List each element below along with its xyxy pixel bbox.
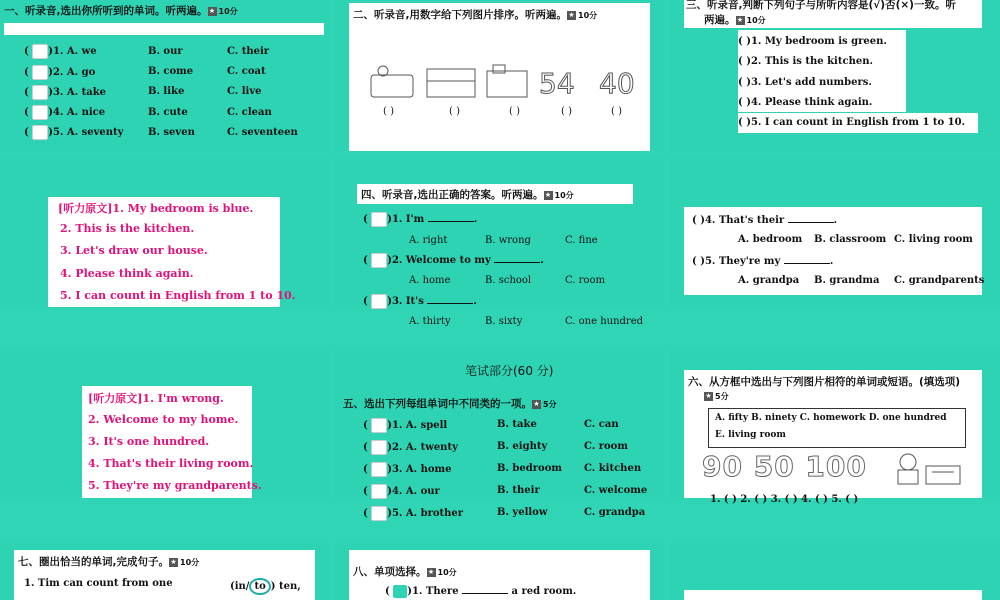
section-header [4, 3, 238, 18]
question-row: ( )3. A. home [363, 464, 452, 475]
option-b: B. like [148, 86, 185, 97]
judge-item: ( )4. Please think again. [738, 97, 873, 108]
white-card [684, 370, 982, 505]
transcript-line: 5. I can count in English from 1 to 10. [60, 289, 296, 302]
question-row: ( )5. A. brother [363, 508, 464, 519]
slide-transcript-1 [0, 157, 329, 308]
option-c: C. grandparents [894, 275, 985, 286]
option-c: C. kitchen [584, 463, 642, 474]
star-icon: ★ [544, 190, 552, 199]
score-label: 5分 [715, 391, 729, 401]
question-row: ( )4. That's their . [692, 215, 838, 226]
option-b: B. bedroom [497, 463, 562, 474]
option-a: )4. A. nice [48, 107, 106, 118]
question-row: ( )5. A. seventy [24, 127, 124, 138]
star-icon: ★ [568, 10, 575, 19]
order-slot[interactable]: ( ) [383, 106, 394, 117]
slide-partial [670, 542, 999, 600]
question-row: ( )3. It's . [363, 296, 477, 307]
header-text: 七、圈出恰当的单词,完成句子。 [18, 556, 169, 568]
option-a: A. grandpa [738, 275, 800, 286]
kitchen-picture [427, 69, 475, 97]
white-card [14, 550, 315, 600]
section-header [18, 554, 199, 569]
answer-slots[interactable]: 1. ( ) 2. ( ) 3. ( ) 4. ( ) 5. ( ) [710, 494, 859, 505]
header-text: 六、从方框中选出与下列图片相符的单词或短语。(填选项) [688, 376, 961, 388]
picture-strip [369, 63, 649, 103]
number-pictures: 90 50 100 [702, 450, 867, 483]
transcript-line: 2. Welcome to my home. [88, 413, 239, 426]
star-icon: ★ [533, 399, 540, 408]
choice-group [230, 578, 301, 595]
header-card [357, 184, 633, 204]
answer-box[interactable] [371, 506, 387, 521]
choice-text: (in/ [230, 581, 250, 592]
option-a: )2. A. twenty [387, 442, 458, 453]
question-tail: a red room. [511, 586, 577, 597]
header-line2 [704, 12, 766, 27]
section-header [353, 7, 597, 22]
option-b: B. our [148, 46, 183, 57]
slide-single-choice [335, 542, 664, 600]
header-text: 五、选出下列每组单词中不同类的一项。 [343, 398, 532, 410]
question-text: )1. There [407, 586, 459, 597]
transcript-line: 4. Please think again. [60, 267, 194, 280]
option-a: )1. A. spell [387, 420, 448, 431]
judge-item: ( )5. I can count in English from 1 to 10. [738, 117, 966, 128]
question-row: ( )1. A. we [24, 46, 97, 57]
section-header [343, 396, 557, 411]
transcript-line: [听力原文]1. I'm wrong. [88, 392, 224, 405]
option-c: C. live [227, 86, 262, 97]
answer-box[interactable] [371, 294, 387, 309]
answer-blank[interactable] [494, 253, 540, 263]
option-a: )5. A. seventy [48, 127, 124, 138]
answer-box[interactable] [371, 462, 387, 477]
answer-box[interactable] [32, 85, 48, 100]
option-c: C. welcome [584, 485, 648, 496]
judge-item: ( )2. This is the kitchen. [738, 56, 873, 67]
slide-picture-order [335, 0, 664, 151]
option-b: B. sixty [485, 316, 523, 327]
answer-box[interactable] [371, 440, 387, 455]
option-c: C. living room [894, 234, 973, 245]
answer-blank[interactable] [462, 584, 508, 594]
transcript-line: 3. Let's draw our house. [60, 244, 208, 257]
header-text: 三、听录音,判断下列句子与所听内容是(√)否(×)一致。听 [686, 0, 956, 11]
answer-blank[interactable] [427, 294, 473, 304]
score-label: 10分 [746, 15, 766, 25]
option-a: A. thirty [409, 316, 451, 327]
answer-blank[interactable] [784, 254, 830, 264]
header-text: 四、听录音,选出正确的答案。听两遍。 [361, 189, 544, 201]
score-label: 10分 [578, 10, 598, 20]
option-b: B. seven [148, 127, 195, 138]
option-a: A. bedroom [738, 234, 803, 245]
option-b: B. grandma [814, 275, 880, 286]
transcript-line: 3. It's one hundred. [88, 435, 210, 448]
word-bank-line: A. fifty B. ninety C. homework D. one hundred [715, 413, 947, 423]
answer-box[interactable] [32, 105, 48, 120]
star-icon: ★ [170, 557, 177, 566]
circled-answer[interactable]: to [249, 578, 270, 595]
option-a: )3. A. take [48, 87, 106, 98]
white-strip [4, 23, 324, 35]
transcript-line: 4. That's their living room. [88, 457, 254, 470]
option-c: C. room [565, 275, 605, 286]
answer-box[interactable] [32, 65, 48, 80]
score-label: 10分 [218, 6, 238, 16]
header-text: 二、听录音,用数字给下列图片排序。听两遍。 [353, 9, 567, 21]
question-row: ( )1. A. spell [363, 420, 448, 431]
score-label: 10分 [437, 567, 457, 577]
livingroom-picture [487, 71, 527, 97]
order-slot[interactable]: ( ) [611, 106, 622, 117]
answer-box[interactable] [371, 253, 387, 268]
slide-choose-answer [335, 157, 664, 327]
answer-box[interactable] [371, 484, 387, 499]
star-icon: ★ [427, 567, 435, 576]
option-b: B. eighty [497, 441, 548, 452]
answer-blank[interactable] [428, 212, 474, 222]
transcript-line: 2. This is the kitchen. [60, 222, 195, 235]
option-b: B. cute [148, 107, 188, 118]
question-text: )1. I'm [387, 214, 425, 225]
word-bank-box [708, 408, 966, 448]
judge-item: ( )1. My bedroom is green. [738, 36, 887, 47]
option-a: )4. A. our [387, 486, 440, 497]
answer-box[interactable] [371, 212, 387, 227]
option-c: C. clean [227, 107, 272, 118]
white-card [349, 3, 650, 151]
section-header [353, 564, 457, 579]
star-icon: ★ [705, 391, 712, 400]
order-slot[interactable]: ( ) [509, 106, 520, 117]
order-slot[interactable]: ( ) [561, 106, 572, 117]
option-a: )1. A. we [48, 46, 97, 57]
bathroom-picture [371, 75, 413, 97]
score-label: 10分 [180, 557, 200, 567]
question-row: ( )3. A. take [24, 87, 106, 98]
slide-choose-answer-cont [670, 157, 999, 308]
question-row: ( )4. A. our [363, 486, 440, 497]
option-b: B. their [497, 485, 540, 496]
slide-match-pictures [670, 348, 999, 505]
option-c: C. seventeen [227, 127, 298, 138]
score-line [704, 390, 729, 402]
question-row: ( )1. There a red room. [385, 586, 577, 597]
header-text: 八、单项选择。 [353, 566, 427, 578]
option-c: C. grandpa [584, 507, 646, 518]
answer-blank[interactable] [788, 213, 834, 223]
question-row: ( )2. A. go [24, 67, 96, 78]
slide-circle-word [0, 542, 329, 600]
answer-box[interactable] [393, 585, 407, 598]
answer-box[interactable] [32, 125, 48, 140]
score-label: 5分 [543, 399, 557, 409]
option-a: )5. A. brother [387, 508, 464, 519]
option-a: )2. A. go [48, 67, 96, 78]
answer-box[interactable] [371, 418, 387, 433]
sentence-text: 1. Tim can count from one [24, 578, 173, 589]
question-text: ( )5. They're my [692, 256, 781, 267]
header-card [684, 0, 982, 28]
white-card [349, 550, 650, 600]
question-row: ( )2. Welcome to my . [363, 255, 544, 266]
option-b: B. classroom [814, 234, 887, 245]
transcript-line: 5. They're my grandparents. [88, 479, 262, 492]
option-c: C. can [584, 419, 619, 430]
slide-transcript-2 [0, 348, 329, 499]
score-label: 10分 [554, 190, 574, 200]
question-text: )3. It's [387, 296, 424, 307]
question-row: ( )1. I'm . [363, 214, 478, 225]
questions-card [684, 207, 985, 295]
option-c: C. coat [227, 66, 266, 77]
header-text: 一、听录音,选出你所听到的单词。听两遍。 [4, 5, 208, 17]
option-b: B. take [497, 419, 537, 430]
number-40-picture: 40 [599, 67, 635, 100]
homework-picture [896, 452, 966, 486]
star-icon: ★ [208, 6, 216, 15]
option-c: C. their [227, 46, 270, 57]
option-c: C. fine [565, 235, 598, 246]
question-row: ( )4. A. nice [24, 107, 106, 118]
option-c: C. room [584, 441, 628, 452]
word-bank-line: E. living room [715, 430, 786, 440]
judge-item: ( )3. Let's add numbers. [738, 77, 872, 88]
option-a: )3. A. home [387, 464, 452, 475]
question-row: ( )2. A. twenty [363, 442, 458, 453]
slide-true-false [670, 0, 999, 151]
white-card [684, 590, 982, 600]
slide-listening-words [0, 0, 329, 151]
option-b: B. school [485, 275, 532, 286]
transcript-line: [听力原文]1. My bedroom is blue. [58, 202, 254, 215]
header-text: 两遍。 [704, 14, 736, 26]
question-text: )2. Welcome to my [387, 255, 491, 266]
question-text: ( )4. That's their [692, 215, 785, 226]
option-a: A. home [409, 275, 451, 286]
order-slot[interactable]: ( ) [449, 106, 460, 117]
choice-tail: ) ten, [270, 581, 301, 592]
option-b: B. wrong [485, 235, 531, 246]
section-title: 笔试部分(60 分) [465, 364, 554, 378]
option-c: C. one hundred [565, 316, 644, 327]
star-icon: ★ [736, 15, 744, 24]
option-b: B. come [148, 66, 194, 77]
option-a: A. right [409, 235, 448, 246]
slide-odd-one-out [335, 348, 664, 519]
question-row: ( )5. They're my . [692, 256, 834, 267]
option-b: B. yellow [497, 507, 548, 518]
answer-box[interactable] [32, 44, 48, 59]
section-header [361, 187, 574, 202]
number-54-picture: 54 [539, 67, 575, 100]
